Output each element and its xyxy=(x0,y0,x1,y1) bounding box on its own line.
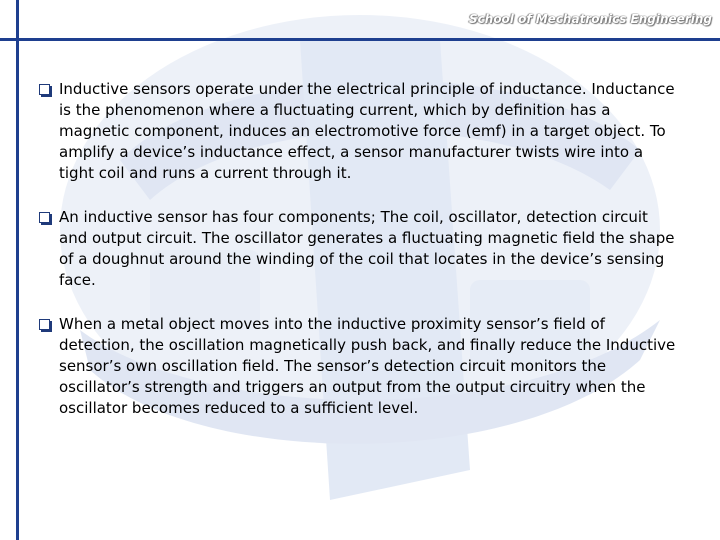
bullet-item xyxy=(38,207,678,291)
bullet-list xyxy=(38,79,678,419)
left-accent-bar xyxy=(16,0,19,540)
hollow-square-bullet-icon xyxy=(39,84,50,95)
hollow-square-bullet-icon xyxy=(39,212,50,223)
bullet-item xyxy=(38,79,678,184)
bullet-text: Inductive sensors operate under the electrical principle of inductance. Inductance is the phenomenon where a fluctuating current, which by definition has a magnetic component, induces an electromotive force (emf) in a target object. To amplify a device’s inductance effect, a sensor manufacturer twists wire into a tight coil and runs a current through it. xyxy=(59,80,675,182)
header-accent-bar xyxy=(0,38,720,41)
school-name: School of Mechatronics Engineering xyxy=(469,12,712,26)
bullet-text: When a metal object moves into the inductive proximity sensor’s field of detection, the oscillation magnetically push back, and finally reduce the Inductive sensor’s own oscillation field. The sensor’s detection circuit monitors the oscillator’s strength and triggers an output from the output circuitry when the oscillator becomes reduced to a sufficient level. xyxy=(59,315,676,417)
bullet-text: An inductive sensor has four components; The coil, oscillator, detection circuit and output circuit. The oscillator generates a fluctuating magnetic field the shape of a doughnut around the winding of the coil that locates in the device’s sensing face. xyxy=(59,208,675,289)
hollow-square-bullet-icon xyxy=(39,319,50,330)
bullet-item xyxy=(38,314,678,419)
